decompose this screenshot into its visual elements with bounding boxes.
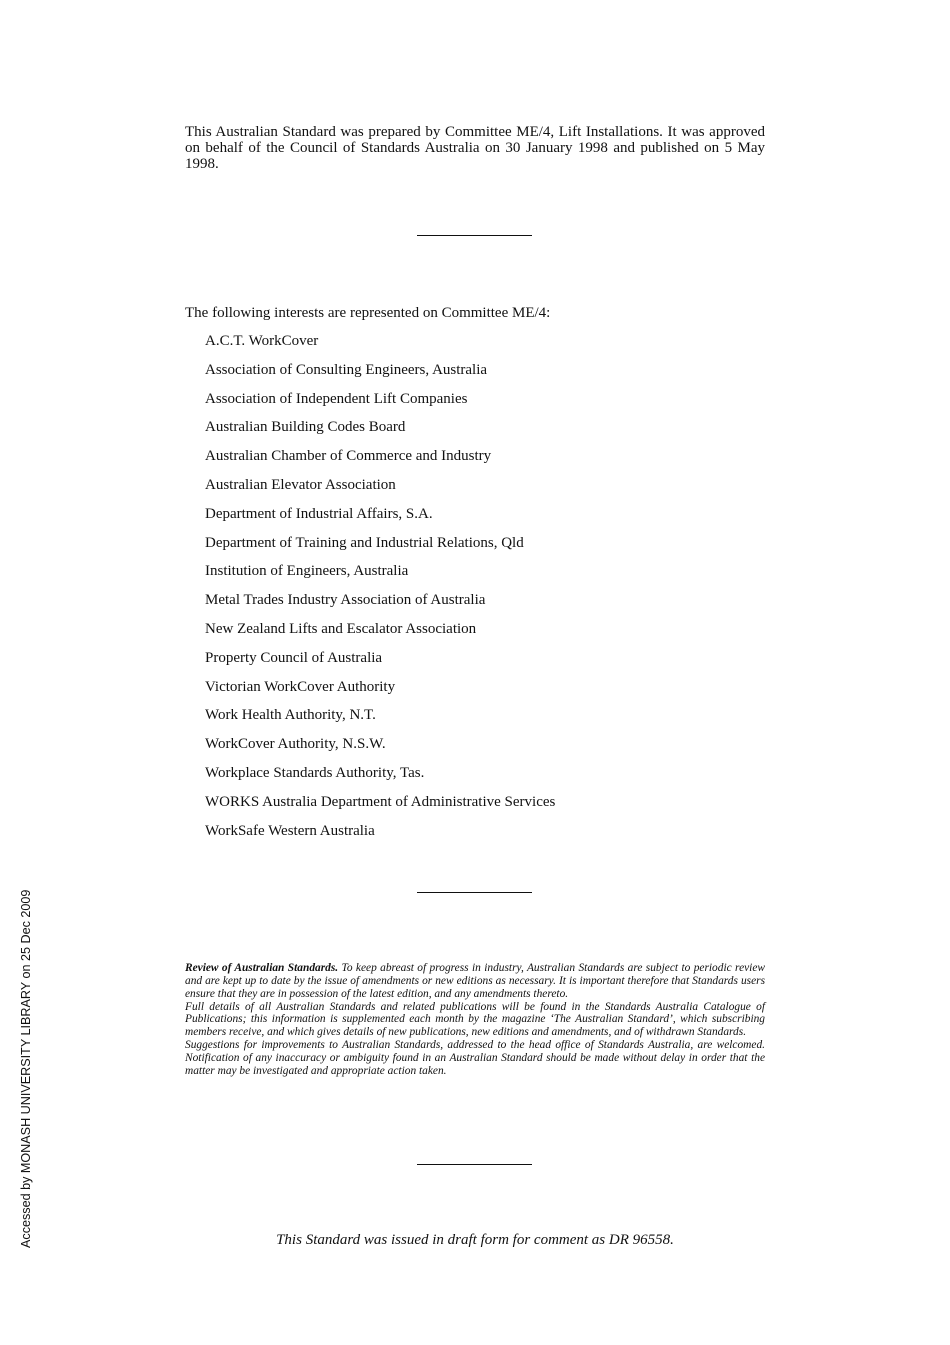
- list-item: Work Health Authority, N.T.: [205, 707, 376, 724]
- list-item: Association of Independent Lift Companies: [205, 390, 468, 407]
- list-item: Workplace Standards Authority, Tas.: [205, 764, 425, 781]
- list-item: Australian Chamber of Commerce and Industry: [205, 448, 492, 465]
- list-item: Property Council of Australia: [205, 649, 383, 666]
- list-item: Association of Consulting Engineers, Australia: [205, 361, 488, 378]
- list-item: New Zealand Lifts and Escalator Association: [205, 620, 477, 637]
- review-notice: [185, 962, 765, 1078]
- list-item: Australian Building Codes Board: [205, 419, 406, 436]
- list-item: Department of Training and Industrial Relations, Qld: [205, 534, 524, 551]
- list-item: Department of Industrial Affairs, S.A.: [205, 505, 433, 522]
- list-item: A.C.T. WorkCover: [205, 333, 319, 349]
- intro-paragraph: This Australian Standard was prepared by Committee ME/4, Lift Installations. It was approved on behalf of the Council of Standards Australia on 30 January 1998 and published on 5 May 1998.: [185, 124, 765, 172]
- access-stamp: Accessed by MONASH UNIVERSITY LIBRARY on 25 Dec 2009: [19, 889, 33, 1248]
- review-text-1: To keep abreast of progress in industry, Australian Standards are subject to periodic review and are kept up to date by the issue of amendments or new editions as necessary. It is important therefore that Standards users ensure that they are in possession of the latest edition, and any amendments thereto.: [185, 962, 766, 1000]
- divider-rule: [417, 1164, 532, 1165]
- review-lead: Review of Australian Standards.: [185, 962, 339, 974]
- divider-rule: [417, 235, 532, 236]
- review-paragraph-3: Suggestions for improvements to Australian Standards, addressed to the head office of Standards Australia, are welcomed. Notification of any inaccuracy or ambiguity found in an Australian Standard should be made without delay in order that the matter may be investigated and appropriate action taken.: [185, 1039, 765, 1077]
- list-item: Australian Elevator Association: [205, 476, 396, 493]
- committee-heading: The following interests are represented on Committee ME/4:: [185, 305, 551, 321]
- committee-members-list: [205, 331, 555, 849]
- list-item: WorkSafe Western Australia: [205, 822, 375, 839]
- divider-rule: [417, 892, 532, 893]
- list-item: Victorian WorkCover Authority: [205, 678, 396, 695]
- list-item: WORKS Australia Department of Administrative Services: [205, 793, 556, 810]
- list-item: WorkCover Authority, N.S.W.: [205, 736, 386, 753]
- list-item: Metal Trades Industry Association of Australia: [205, 592, 486, 609]
- review-paragraph-2: Full details of all Australian Standards and related publications will be found in the Standards Australia Catalogue of Publications; this information is supplemented each month by the magazine ‘The Australian Standard’, which subscribing members receive, and which gives details of new publications, new editions and amendments, and of withdrawn Standards.: [185, 1000, 765, 1039]
- review-paragraph-1: [185, 962, 765, 1001]
- draft-note: This Standard was issued in draft form for comment as DR 96558.: [276, 1232, 674, 1248]
- list-item: Institution of Engineers, Australia: [205, 563, 409, 580]
